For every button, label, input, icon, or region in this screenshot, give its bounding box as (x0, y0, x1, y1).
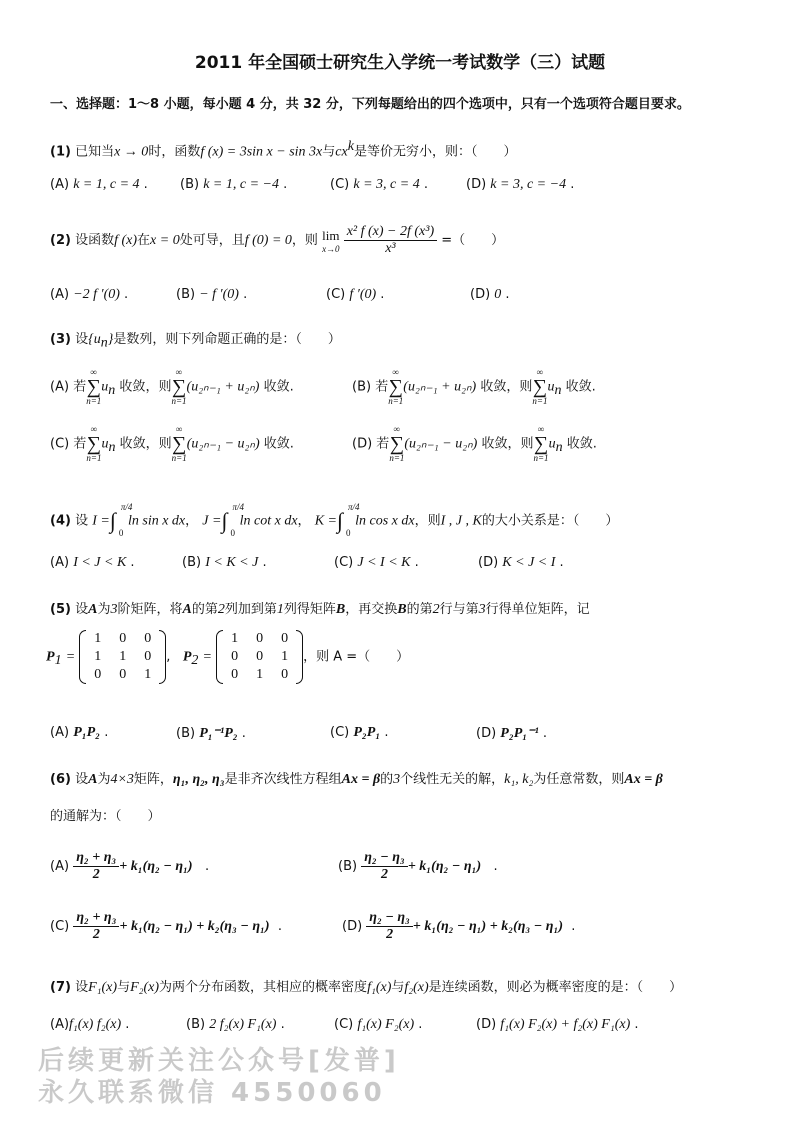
math: 3 (110, 602, 118, 617)
matrix-p2-cell: 1 (281, 649, 289, 664)
math: ln sin x dx (127, 513, 186, 529)
matrix-p1-cell: 0 (144, 649, 152, 664)
matrix-p2 (216, 630, 303, 684)
integral: ∫ π/4 0 (221, 502, 244, 538)
option-label: (A) (50, 555, 70, 570)
matrix-p2-cell: 0 (231, 667, 239, 682)
option-label: (B) (176, 726, 196, 741)
sum-lower: n=1 (388, 396, 404, 406)
text: 若 (376, 436, 390, 452)
question-5 (50, 598, 590, 618)
q1-option-a[interactable]: (A) k = 1, c = 4 . (50, 177, 148, 192)
integral: ∫ π/4 0 (109, 502, 133, 538)
option-label: (A) (50, 177, 70, 192)
text: 个线性无关的解， (400, 772, 505, 787)
sum-symbol: ∑ (172, 433, 187, 455)
text: 设函数 (75, 233, 115, 248)
text: 与 (322, 144, 336, 160)
text: 收敛 (119, 436, 146, 452)
math: 2 (217, 602, 225, 617)
math: η₁, η₂, η₃ (172, 772, 225, 787)
q2-option-d[interactable]: (D) 0 . (470, 287, 510, 302)
math: n (108, 383, 116, 399)
text: 处可导，且 (179, 233, 245, 248)
numerator: η₂ − η₃ (361, 850, 408, 867)
math: A (88, 772, 98, 787)
text: 在 (137, 233, 151, 248)
option-label: (A) (50, 725, 70, 740)
math: + k₁(η₂ − η₁) + k₂(η₃ − η₁) (412, 919, 564, 934)
q3-option-c[interactable] (50, 425, 294, 463)
math: 1 (54, 653, 62, 669)
sum (86, 368, 101, 406)
math: f₂(x) (404, 980, 429, 995)
matrix-p1-row (85, 648, 160, 666)
lim-sub: x→0 (322, 243, 340, 254)
math: u (548, 436, 556, 452)
option-label: (B) (352, 379, 372, 395)
math: (u₂ₙ₋₁ + u₂ₙ) (186, 379, 260, 395)
text: 若 (73, 379, 87, 395)
text: 是等价无穷小，则：（ ） (353, 144, 517, 160)
option-expr: P₂P₁ (353, 725, 381, 740)
text: . (277, 919, 282, 934)
q1-option-c[interactable]: (C) k = 3, c = 4 . (330, 177, 428, 192)
sum (86, 425, 101, 463)
text: ，则 (145, 436, 172, 452)
text: ，再交换 (345, 602, 398, 617)
math: 2 (432, 602, 440, 617)
q2-option-a[interactable]: (A) −2 f ′(0) . (50, 287, 129, 302)
text: 为两个分布函数，其相应的概率密度 (159, 980, 368, 995)
text: 为任意常数，则 (533, 772, 625, 787)
option-label: (D) (352, 436, 373, 452)
text: 设 (75, 772, 89, 787)
text: 行与第 (439, 602, 479, 617)
sum (171, 368, 186, 406)
option-expr: P₁P₂ (73, 725, 101, 740)
math: K = (314, 513, 337, 529)
sum-lower: n=1 (171, 396, 187, 406)
math: B (397, 602, 407, 617)
int-lower: 0 (345, 528, 351, 538)
text: . (571, 919, 576, 934)
math: ln cot x dx (239, 513, 298, 529)
text: 的第 (191, 602, 218, 617)
text: ， (185, 513, 199, 529)
math: F₁(x) (88, 980, 118, 995)
text: . (493, 859, 498, 874)
text: 行得单位矩阵，记 (485, 602, 590, 617)
text: 收敛. (263, 436, 294, 452)
option-label: (A) (50, 287, 70, 302)
text: 设 (75, 980, 89, 995)
question-1 (50, 139, 516, 160)
matrix-p2-row (222, 666, 297, 684)
math: x = 0 (150, 233, 180, 248)
sum (533, 425, 548, 463)
math: u (101, 379, 109, 395)
matrix-p2-cell: 0 (231, 649, 239, 664)
q1-option-d[interactable]: (D) k = 3, c = −4 . (466, 177, 575, 192)
option-label: (C) (50, 436, 70, 452)
option-label: (D) (470, 287, 491, 302)
math: ln cos x dx (355, 513, 415, 529)
option-expr: − f ′(0) (199, 287, 239, 302)
text: 是数列，则下列命题正确的是：（ ） (113, 332, 341, 347)
math: I , J , K (440, 513, 482, 529)
matrix-p1 (79, 630, 166, 684)
math: cx (335, 144, 348, 160)
text: 与 (117, 980, 131, 995)
limit (322, 228, 340, 254)
q3-option-a[interactable] (50, 368, 294, 406)
option-expr: k = 3, c = 4 (353, 177, 420, 192)
matrix-p2-cell: 0 (256, 631, 264, 646)
q5-matrices: $P_1$ = 1 0 0 1 1 0 0 0 1 , $P_2$ = 1 0 0 0 0 1 0 1 0 ，则 A =（ ） (46, 631, 410, 682)
math: (u₂ₙ₋₁ + u₂ₙ) (403, 379, 477, 395)
question-number: (4) (50, 513, 71, 529)
text: 设 (75, 513, 89, 529)
text: 收敛. (565, 379, 596, 395)
math: P (46, 649, 55, 665)
matrix-p1-cell: 1 (119, 649, 127, 664)
option-expr: k = 3, c = −4 (490, 177, 567, 192)
option-expr: K < J < I (502, 555, 556, 570)
question-number: (5) (50, 602, 71, 617)
text: 收敛. (566, 436, 597, 452)
math: 3 (393, 772, 401, 787)
math: f₁(x) (367, 980, 392, 995)
text: 矩阵， (133, 772, 173, 787)
option-label: (C) (50, 919, 70, 934)
option-label: (D) (476, 1017, 497, 1032)
q5-option-a[interactable]: (A) P₁P₂ . (50, 725, 109, 740)
sum-upper: ∞ (90, 424, 98, 434)
question-7 (50, 976, 682, 996)
denominator: 2 (92, 867, 100, 882)
q4-option-c[interactable]: (C) J < I < K . (334, 555, 419, 570)
option-expr: f₁(x) F₂(x) + f₂(x) F₁(x) (500, 1017, 631, 1032)
sum-symbol: ∑ (171, 376, 187, 398)
math: 2 (191, 653, 199, 669)
option-label: (C) (334, 555, 354, 570)
text: ，则 (507, 436, 534, 452)
text: ，则 (145, 379, 172, 395)
math: 4×3 (110, 772, 134, 787)
text: ，则 (291, 233, 318, 248)
q4-option-a[interactable]: (A) I < J < K . (50, 555, 135, 570)
denominator: 2 (386, 927, 394, 942)
fraction (366, 910, 413, 943)
math: A (182, 602, 192, 617)
option-label: (D) (476, 726, 497, 741)
option-expr: k = 1, c = 4 (73, 177, 140, 192)
option-label: (C) (326, 287, 346, 302)
math: k₁, k₂ (504, 772, 534, 787)
math: f (0) = 0 (244, 233, 292, 248)
denominator: 2 (92, 927, 100, 942)
option-expr: 0 (494, 287, 502, 302)
text: ，则 (414, 513, 441, 529)
math: n (108, 440, 116, 456)
sum-upper: ∞ (536, 367, 544, 377)
question-4 (50, 502, 619, 538)
math: P (182, 649, 192, 665)
text: 阶矩阵，将 (117, 602, 183, 617)
sum-upper: ∞ (392, 367, 399, 377)
integral: ∫ π/4 0 (336, 502, 360, 538)
text: 的 (380, 772, 394, 787)
option-label: (D) (466, 177, 487, 192)
matrix-p1-cell: 0 (94, 667, 102, 682)
math: u (101, 436, 109, 452)
text: 的大小关系是：（ ） (481, 513, 619, 529)
matrix-p1-cell: 0 (119, 667, 127, 682)
q3-option-d[interactable] (352, 425, 597, 463)
int-lower: 0 (118, 528, 124, 538)
option-expr: I < K < J (205, 555, 259, 570)
int-upper: π/4 (232, 502, 244, 512)
numerator: x² f (x) − 2f (x³) (344, 224, 437, 241)
option-expr: f₁(x) f₂(x) (69, 1017, 122, 1032)
math: + k₁(η₂ − η₁) (119, 859, 193, 874)
question-number: (6) (50, 772, 71, 787)
q7-option-c[interactable]: (C) f₁(x) F₂(x) . (334, 1017, 423, 1032)
text: 设 (75, 332, 89, 347)
int-upper: π/4 (120, 502, 133, 512)
matrix-p2-cell: 0 (281, 667, 289, 682)
sum-upper: ∞ (537, 424, 545, 434)
sum-upper: ∞ (175, 424, 183, 434)
math: Ax = β (624, 772, 663, 787)
math: = (65, 649, 76, 665)
text: 已知当 (75, 144, 115, 160)
matrix-p1-cell: 1 (144, 667, 152, 682)
fraction (361, 850, 408, 883)
question-number: (3) (50, 332, 71, 347)
option-label: (B) (180, 177, 200, 192)
matrix-p2-row (222, 630, 297, 648)
text: 是连续函数，则必为概率密度的是：（ ） (428, 980, 683, 995)
watermark-line-2: 永久联系微信 4550060 (38, 1078, 386, 1108)
option-label: (C) (330, 177, 350, 192)
option-expr: f ′(0) (349, 287, 377, 302)
numerator: η₂ + η₃ (73, 850, 119, 867)
sum-symbol: ∑ (86, 376, 101, 398)
sum (389, 425, 404, 463)
option-expr: 2 f₂(x) F₁(x) (209, 1017, 277, 1032)
text: 设 (75, 602, 89, 617)
text: 的第 (406, 602, 433, 617)
sum-symbol: ∑ (388, 376, 403, 398)
question-number: (7) (50, 980, 71, 995)
matrix-p2-cell: 1 (256, 667, 264, 682)
math: x → 0 (114, 144, 149, 160)
math: 3 (478, 602, 486, 617)
text: 列加到第 (224, 602, 277, 617)
option-label: (B) (176, 287, 196, 302)
matrix-p2-cell: 0 (256, 649, 264, 664)
sum-upper: ∞ (393, 424, 401, 434)
fraction (344, 224, 437, 257)
text: 为 (97, 772, 111, 787)
q2-option-b[interactable]: (B) − f ′(0) . (176, 287, 248, 302)
q5-option-b[interactable]: (B) P₁⁻¹P₂ . (176, 726, 246, 741)
text: 若 (375, 379, 389, 395)
option-expr: I < J < K (73, 555, 127, 570)
sum-upper: ∞ (90, 367, 97, 377)
q6-option-c[interactable] (50, 910, 282, 943)
math: + k₁(η₂ − η₁) (407, 859, 482, 874)
sum-symbol: ∑ (86, 433, 102, 455)
question-6-line2: 的通解为：（ ） (50, 809, 161, 824)
option-label: (D) (478, 555, 499, 570)
sum-symbol: ∑ (533, 433, 549, 455)
math: Ax = β (341, 772, 381, 787)
option-label: (A) (50, 859, 70, 874)
sum-symbol: ∑ (389, 433, 404, 455)
sum-lower: n=1 (389, 453, 405, 463)
text: 收敛 (119, 379, 146, 395)
option-expr: P₁⁻¹P₂ (199, 726, 238, 741)
option-label: (D) (342, 919, 363, 934)
sum-lower: n=1 (86, 453, 102, 463)
matrix-p2-row (222, 648, 297, 666)
math: I = (92, 513, 110, 529)
sum-lower: n=1 (171, 453, 187, 463)
numerator: η₂ − η₃ (366, 910, 413, 927)
text: 收敛. (263, 379, 294, 395)
text: 若 (73, 436, 87, 452)
sum (172, 425, 187, 463)
math: f (x) = 3sin x − sin 3x (200, 144, 323, 160)
text: 时，函数 (148, 144, 201, 160)
math: B (335, 602, 346, 617)
text: . (205, 859, 210, 874)
text: 与 (391, 980, 405, 995)
int-upper: π/4 (347, 502, 360, 512)
q7-option-d[interactable]: (D) f₁(x) F₂(x) + f₂(x) F₁(x) . (476, 1017, 639, 1032)
question-6 (50, 768, 663, 788)
sum-lower: n=1 (533, 453, 549, 463)
question-3 (50, 328, 341, 352)
matrix-p2-cell: 1 (231, 631, 239, 646)
math: 1 (276, 602, 284, 617)
denominator: x³ (385, 241, 396, 256)
fraction (73, 850, 119, 883)
fraction (73, 910, 119, 943)
q7-option-a[interactable]: (A)f₁(x) f₂(x) . (50, 1017, 130, 1032)
lim-label: lim (322, 227, 340, 243)
text: 是非齐次线性方程组 (224, 772, 342, 787)
text: ， (297, 513, 311, 529)
sum-symbol: ∑ (532, 376, 548, 398)
q3-option-b[interactable] (352, 368, 596, 406)
math: n (554, 383, 562, 399)
q4-option-b[interactable]: (B) I < K < J . (182, 555, 267, 570)
watermark-line-1: 后续更新关注公众号[发普] (38, 1046, 400, 1076)
question-2 (50, 224, 504, 257)
math: } (107, 332, 114, 347)
sum-upper: ∞ (175, 367, 183, 377)
option-expr: P₂P₁⁻¹ (500, 726, 539, 741)
question-number: (1) (50, 144, 71, 160)
text: 列得矩阵 (283, 602, 336, 617)
option-expr: f₁(x) F₂(x) (357, 1017, 415, 1032)
text: ，则 A =（ ） (303, 649, 410, 665)
denominator: 2 (381, 867, 389, 882)
math: f (x) (114, 233, 138, 248)
sum-lower: n=1 (532, 396, 548, 406)
q1-option-b[interactable]: (B) k = 1, c = −4 . (180, 177, 288, 192)
math: {u (88, 332, 101, 347)
math: F₂(x) (130, 980, 160, 995)
q6-option-a[interactable] (50, 850, 209, 883)
text: 收敛 (480, 379, 507, 395)
text: =（ ） (441, 233, 505, 248)
option-expr: k = 1, c = −4 (203, 177, 279, 192)
matrix-p1-cell: 1 (94, 649, 102, 664)
q6-option-d[interactable] (342, 910, 575, 943)
sum (388, 368, 403, 406)
option-expr: −2 f ′(0) (73, 287, 120, 302)
matrix-p2-cell: 0 (281, 631, 289, 646)
option-label: (C) (330, 725, 350, 740)
sum (532, 368, 547, 406)
math: = (202, 649, 212, 665)
option-label: (C) (334, 1017, 354, 1032)
matrix-p1-row (85, 666, 160, 684)
math: + k₁(η₂ − η₁) + k₂(η₃ − η₁) (119, 919, 270, 934)
option-label: (B) (186, 1017, 206, 1032)
option-expr: J < I < K (357, 555, 411, 570)
option-label: (B) (338, 859, 358, 874)
math: k (347, 139, 354, 154)
q4-option-d[interactable]: (D) K < J < I . (478, 555, 564, 570)
numerator: η₂ + η₃ (73, 910, 119, 927)
q2-option-c[interactable]: (C) f ′(0) . (326, 287, 385, 302)
math: n (555, 440, 563, 456)
q5-option-d[interactable]: (D) P₂P₁⁻¹ . (476, 726, 548, 741)
sum-lower: n=1 (86, 396, 102, 406)
matrix-p1-cell: 0 (144, 631, 152, 646)
matrix-p1-cell: 1 (94, 631, 102, 646)
page-title: 2011 年全国硕士研究生入学统一考试数学（三）试题 (194, 53, 606, 73)
math: (u₂ₙ₋₁ − u₂ₙ) (186, 436, 260, 452)
math: (u₂ₙ₋₁ − u₂ₙ) (404, 436, 478, 452)
math: u (547, 379, 555, 395)
text: 为 (97, 602, 111, 617)
section-heading: 一、选择题：1～8 小题，每小题 4 分，共 32 分，下列每题给出的四个选项中，只有一个选项符合题目要求。 (50, 97, 690, 112)
text: 收敛 (481, 436, 508, 452)
question-number: (2) (50, 233, 71, 248)
matrix-p1-row (85, 630, 160, 648)
option-label: (B) (182, 555, 202, 570)
math: n (100, 335, 108, 351)
matrix-p1-cell: 0 (119, 631, 127, 646)
text: ，则 (506, 379, 533, 395)
q5-option-c[interactable]: (C) P₂P₁ . (330, 725, 389, 740)
math: J = (202, 513, 222, 529)
math: A (88, 602, 98, 617)
option-label: (A) (50, 379, 70, 395)
q7-option-b[interactable]: (B) 2 f₂(x) F₁(x) . (186, 1017, 285, 1032)
option-label: (A) (50, 1017, 70, 1032)
int-lower: 0 (230, 528, 235, 538)
q6-option-b[interactable] (338, 850, 498, 883)
